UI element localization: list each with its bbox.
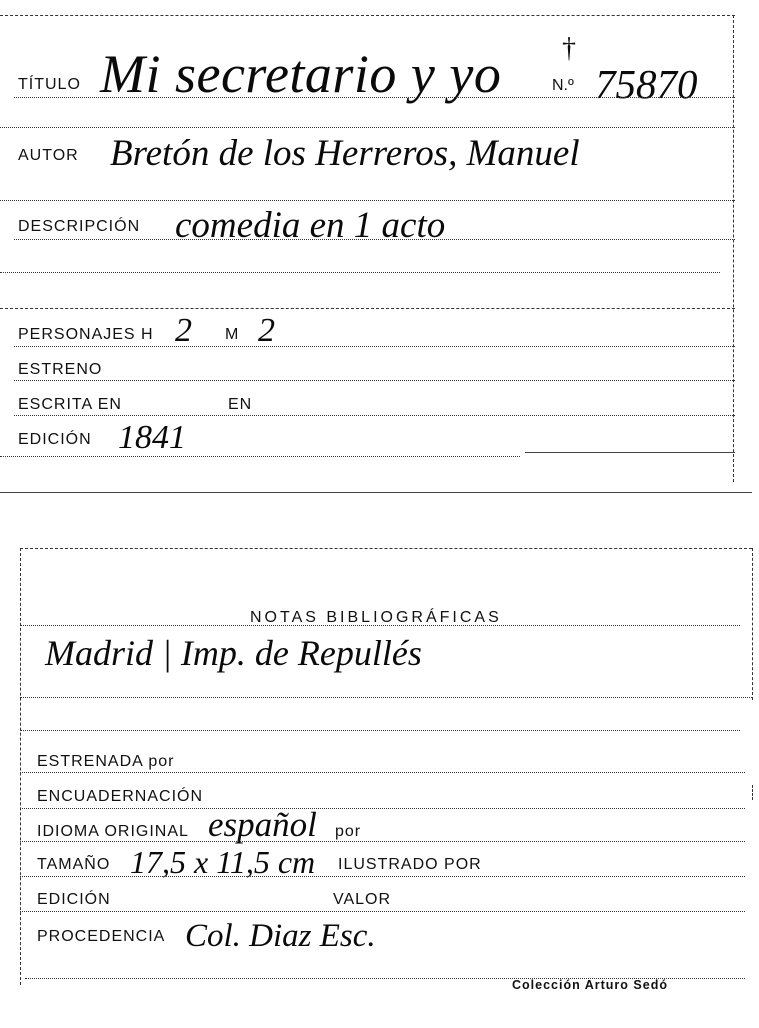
titulo-label: TÍTULO xyxy=(18,76,81,93)
numero-value: 75870 xyxy=(595,61,698,107)
rule-descripcion xyxy=(14,239,735,240)
card-separator xyxy=(0,492,752,493)
valor-label: VALOR xyxy=(333,891,392,908)
rule-blank-2 xyxy=(0,272,720,273)
idioma-original-label: IDIOMA ORIGINAL xyxy=(37,823,189,840)
collection-stamp: Colección Arturo Sedó xyxy=(512,978,668,992)
procedencia-label: PROCEDENCIA xyxy=(37,928,166,945)
rule-encuadernacion xyxy=(20,808,745,809)
numero-label: N.º xyxy=(552,77,574,94)
rule-titulo xyxy=(14,97,735,98)
back-card-left-border xyxy=(20,548,21,985)
rule-notas-1 xyxy=(20,697,752,698)
personajes-label: PERSONAJES H xyxy=(18,326,154,343)
personajes-mujeres-label: M xyxy=(225,326,240,343)
estreno-label: ESTRENO xyxy=(18,361,103,378)
rule-edicion-valor xyxy=(20,911,745,912)
rule-edicion xyxy=(0,456,520,457)
procedencia-value: Col. Diaz Esc. xyxy=(185,918,376,954)
descripcion-label: DESCRIPCIÓN xyxy=(18,218,141,235)
autor-label: AUTOR xyxy=(18,147,79,164)
encuadernacion-label: ENCUADERNACIÓN xyxy=(37,788,204,805)
rule-autor xyxy=(0,200,735,201)
estrenada-label: ESTRENADA por xyxy=(37,753,175,770)
edicion-value: 1841 xyxy=(118,419,186,456)
escrita-en-label: ESCRITA EN xyxy=(18,396,122,413)
tamano-value: 17,5 x 11,5 cm xyxy=(130,844,316,880)
idioma-por-label: por xyxy=(335,823,362,840)
rule-estrenada xyxy=(20,772,745,773)
descripcion-value: comedia en 1 acto xyxy=(175,205,446,246)
edicion-label: EDICIÓN xyxy=(18,431,92,448)
rule-notas-2 xyxy=(20,730,740,731)
front-card-right-border xyxy=(733,15,734,482)
rule-tamano xyxy=(20,876,745,877)
autor-value: Bretón de los Herreros, Manuel xyxy=(110,133,580,174)
rule-notas-heading xyxy=(20,625,740,626)
rule-personajes xyxy=(14,346,735,347)
rule-edicion-right xyxy=(525,452,735,453)
escrita-en-lugar-label: EN xyxy=(228,396,253,413)
personajes-hombres-value: 2 xyxy=(175,312,192,349)
ilustrado-por-label: ILUSTRADO POR xyxy=(338,856,482,873)
idioma-original-value: español xyxy=(208,805,317,844)
rule-blank-1 xyxy=(0,127,735,128)
back-card-right-tick xyxy=(752,785,753,800)
back-edicion-label: EDICIÓN xyxy=(37,891,111,908)
numero-mark: † xyxy=(562,33,576,64)
notas-value: Madrid | Imp. de Repullés xyxy=(45,633,422,673)
rule-blank-3 xyxy=(0,308,735,309)
personajes-mujeres-value: 2 xyxy=(258,312,275,349)
rule-estreno xyxy=(14,380,735,381)
tamano-label: TAMAÑO xyxy=(37,856,111,873)
rule-escrita-en xyxy=(14,415,735,416)
back-card-top-border xyxy=(20,548,752,549)
back-card-right-border xyxy=(752,548,753,700)
front-card-top-border xyxy=(0,15,735,16)
titulo-value: Mi secretario y yo xyxy=(100,44,502,104)
notas-heading: NOTAS BIBLIOGRÁFICAS xyxy=(250,609,502,626)
rule-idioma xyxy=(20,841,745,842)
